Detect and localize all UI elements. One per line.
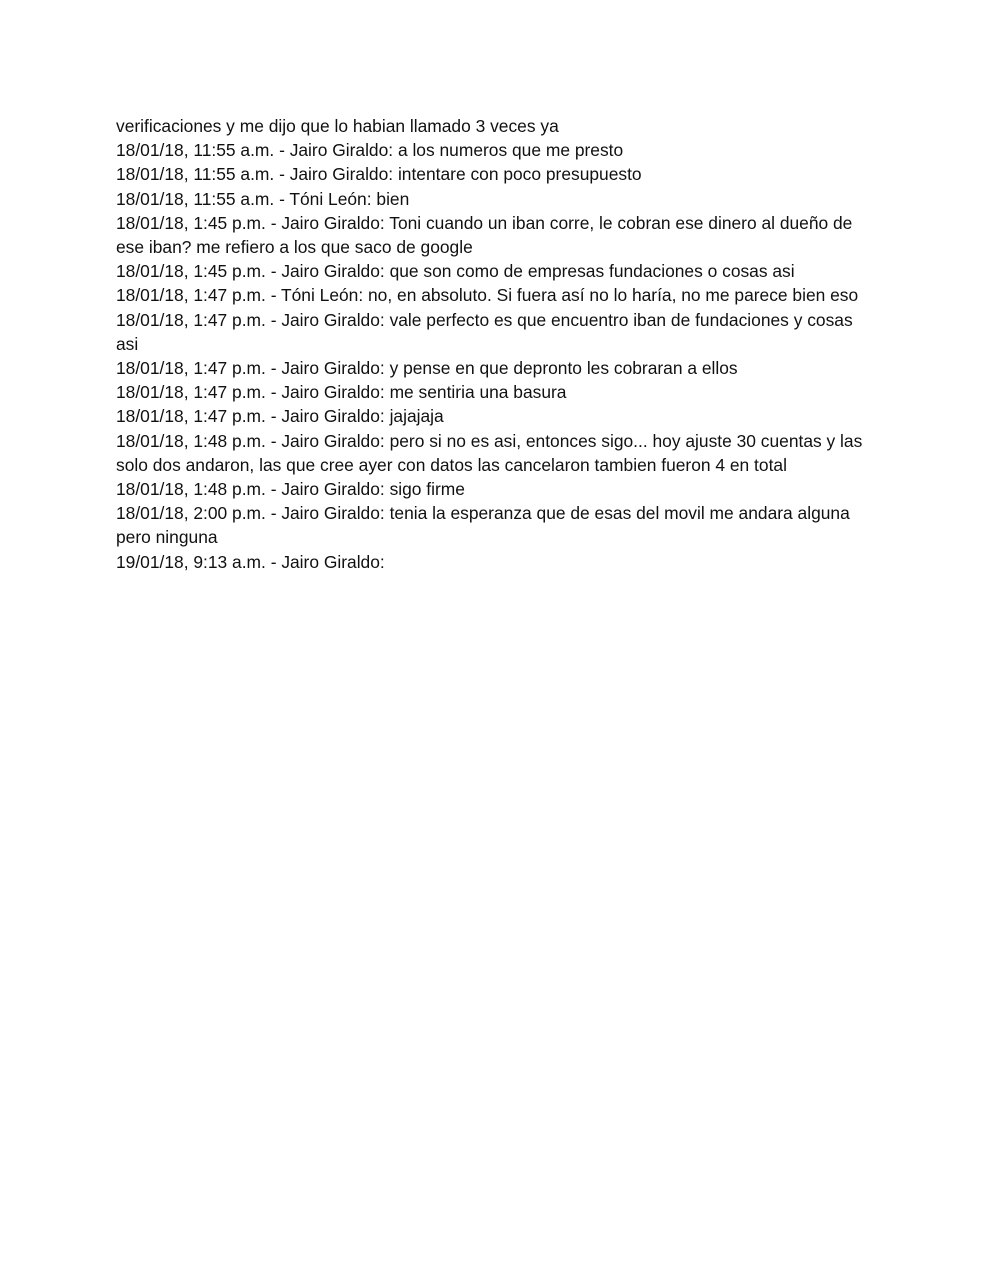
chat-line: 18/01/18, 1:47 p.m. - Tóni León: no, en absoluto. Si fuera así no lo haría, no me parece bien eso: [116, 285, 859, 306]
chat-line: 18/01/18, 1:45 p.m. - Jairo Giraldo: que son como de empresas fundaciones o cosas asi: [116, 261, 795, 282]
chat-line: 19/01/18, 9:13 a.m. - Jairo Giraldo:: [116, 551, 385, 572]
chat-line: 18/01/18, 1:48 p.m. - Jairo Giraldo: sigo firme: [116, 479, 465, 500]
chat-line: 18/01/18, 1:45 p.m. - Jairo Giraldo: Toni cuando un iban corre, le cobran ese dinero al dueño de ese iban? me refiero a los que saco de google: [116, 212, 853, 258]
chat-line: 18/01/18, 11:55 a.m. - Tóni León: bien: [116, 188, 410, 209]
chat-line: 18/01/18, 1:48 p.m. - Jairo Giraldo: pero si no es asi, entonces sigo... hoy ajuste 30 cuentas y las solo dos andaron, las que cree ayer con datos las cancelaron tambien fueron 4 en total: [116, 430, 863, 475]
chat-line-continuation: verificaciones y me dijo que lo habian llamado 3 veces ya: [116, 116, 559, 136]
chat-line: 18/01/18, 11:55 a.m. - Jairo Giraldo: intentare con poco presupuesto: [116, 164, 642, 185]
chat-line: 18/01/18, 2:00 p.m. - Jairo Giraldo: tenia la esperanza que de esas del movil me andara alguna pero ninguna: [116, 503, 850, 548]
chat-line: 18/01/18, 1:47 p.m. - Jairo Giraldo: me sentiria una basura: [116, 382, 567, 403]
chat-line: 18/01/18, 1:47 p.m. - Jairo Giraldo: jajajaja: [116, 406, 444, 427]
chat-line: 18/01/18, 1:47 p.m. - Jairo Giraldo: vale perfecto es que encuentro iban de fundaciones y cosas asi: [116, 309, 853, 354]
document-page: [116, 114, 876, 574]
chat-line: 18/01/18, 11:55 a.m. - Jairo Giraldo: a los numeros que me presto: [116, 140, 624, 161]
chat-line: 18/01/18, 1:47 p.m. - Jairo Giraldo: y pense en que depronto les cobraran a ellos: [116, 358, 738, 379]
